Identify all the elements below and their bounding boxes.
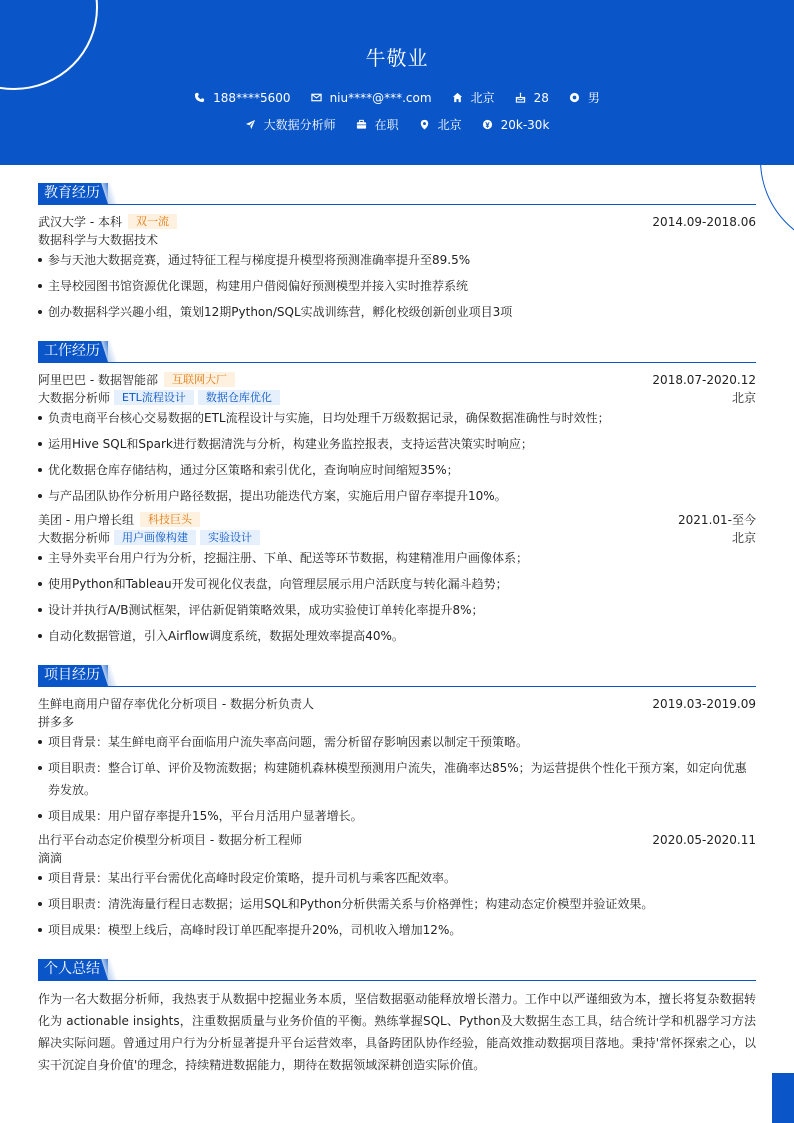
list-item: 项目成果：用户留存率提升15%，平台月活用户显著增长。 xyxy=(38,805,756,827)
skill-tag: ETL流程设计 xyxy=(114,390,194,405)
project-date: 2019.03-2019.09 xyxy=(652,697,756,711)
list-item: 主导外卖平台用户行为分析，挖掘注册、下单、配送等环节数据，构建精准用户画像体系； xyxy=(38,547,756,569)
skill-tag: 数据仓库优化 xyxy=(198,390,280,405)
list-item: 使用Python和Tableau开发可视化仪表盘，向管理层展示用户活跃度与转化漏斗趋势； xyxy=(38,573,756,595)
section-title-text: 工作经历 xyxy=(38,341,108,362)
project-org: 滴滴 xyxy=(38,851,63,865)
company-tag: 科技巨头 xyxy=(140,512,200,527)
list-item: 自动化数据管道，引入Airflow调度系统，数据处理效率提高40%。 xyxy=(38,625,756,647)
job-intent-row xyxy=(0,116,794,133)
summary-text: 作为一名大数据分析师，我热衷于从数据中挖掘业务本质，坚信数据驱动能释放增长潜力。工作中以严谨细致为本，擅长将复杂数据转化为 actionable insights，注重数据质量与业务价值的平衡。熟练掌握SQL、Python及大数据生态工具，结合统计学和机器学习方法解决实际问题。曾通过用户行为分析显著提升平台运营效率，具备跨团队协作经验，能高效推动数据项目落地。秉持'常怀探索之心，以实干沉淀自身价值'的理念，持续精进数据能力，期待在数据领域深耕创造实际价值。 xyxy=(38,992,756,1072)
list-item: 与产品团队协作分析用户路径数据，提出功能迭代方案，实施后用户留存率提升10%。 xyxy=(38,485,756,507)
project-header xyxy=(38,832,756,848)
job-role: 大数据分析师 xyxy=(38,391,111,405)
job-role-row xyxy=(38,530,756,546)
gender-icon xyxy=(569,92,580,103)
cake-icon xyxy=(515,92,526,103)
section-summary xyxy=(38,959,756,981)
info-gender xyxy=(569,89,600,106)
list-item: 设计并执行A/B测试框架，评估新促销策略效果，成功实验使订单转化率提升8%； xyxy=(38,599,756,621)
section-title-text: 个人总结 xyxy=(38,959,108,980)
phone-text: 188****5600 xyxy=(213,90,291,105)
company-tag: 互联网大厂 xyxy=(164,372,235,387)
location-icon xyxy=(419,119,430,130)
info-phone xyxy=(194,91,290,105)
info-status xyxy=(356,116,399,133)
gender-text: 男 xyxy=(587,91,600,105)
candidate-name: 牛敬业 xyxy=(365,46,429,70)
project-name: 出行平台动态定价模型分析项目 - 数据分析工程师 xyxy=(38,833,302,847)
list-item: 运用Hive SQL和Spark进行数据清洗与分析，构建业务监控报表，支持运营决策实时响应； xyxy=(38,433,756,455)
company-name: 美团 - 用户增长组 xyxy=(38,513,134,527)
education-header xyxy=(38,214,756,230)
job-header xyxy=(38,372,756,388)
education-date: 2014.09-2018.06 xyxy=(652,215,756,229)
section-education xyxy=(38,183,756,205)
job-date: 2021.01-至今 xyxy=(678,513,756,527)
decorative-corner-block xyxy=(772,1073,794,1123)
salary-text: 20k-30k xyxy=(500,117,550,132)
email-text: niu****@***.com xyxy=(329,90,432,105)
project-header xyxy=(38,696,756,712)
list-item: 创办数据科学兴趣小组，策划12期Python/SQL实战训练营，孵化校级创新创业项目3项 xyxy=(38,301,756,323)
list-item: 项目背景：某出行平台需优化高峰时段定价策略，提升司机与乘客匹配效率。 xyxy=(38,867,756,889)
job-role: 大数据分析师 xyxy=(38,531,111,545)
send-icon xyxy=(245,119,256,130)
list-item: 参与天池大数据竞赛，通过特征工程与梯度提升模型将预测准确率提升至89.5% xyxy=(38,249,756,271)
list-item: 优化数据仓库存储结构，通过分区策略和索引优化，查询响应时间缩短35%； xyxy=(38,459,756,481)
home-icon xyxy=(452,92,463,103)
education-major: 数据科学与大数据技术 xyxy=(38,233,159,247)
target-city-text: 北京 xyxy=(437,118,462,132)
briefcase-icon xyxy=(356,119,367,130)
section-projects xyxy=(38,665,756,687)
job-location: 北京 xyxy=(731,531,756,545)
money-icon xyxy=(482,119,493,130)
company-name: 阿里巴巴 - 数据智能部 xyxy=(38,373,158,387)
list-item: 项目背景：某生鲜电商平台面临用户流失率高问题，需分析留存影响因素以制定干预策略。 xyxy=(38,731,756,753)
list-item: 主导校园图书馆资源优化课题，构建用户借阅偏好预测模型并接入实时推荐系统 xyxy=(38,275,756,297)
status-text: 在职 xyxy=(374,118,399,132)
mail-icon xyxy=(311,92,322,103)
info-age xyxy=(515,91,549,105)
info-email xyxy=(311,91,432,105)
list-item: 项目职责：整合订单、评价及物流数据；构建随机森林模型预测用户流失，准确率达85%；为运营提供个性化干预方案，如定向优惠券发放。 xyxy=(38,757,756,801)
info-position xyxy=(245,116,336,133)
skill-tag: 用户画像构建 xyxy=(114,530,196,545)
section-title-text: 项目经历 xyxy=(38,665,108,686)
contact-row xyxy=(0,89,794,106)
job-location: 北京 xyxy=(731,391,756,405)
phone-icon xyxy=(194,92,205,103)
list-item: 负责电商平台核心交易数据的ETL流程设计与实施，日均处理千万级数据记录，确保数据准确性与时效性； xyxy=(38,407,756,429)
list-item: 项目职责：清洗海量行程日志数据；运用SQL和Python分析供需关系与价格弹性；构建动态定价模型并验证效果。 xyxy=(38,893,756,915)
list-item: 项目成果：模型上线后，高峰时段订单匹配率提升20%，司机收入增加12%。 xyxy=(38,919,756,941)
job-role-row xyxy=(38,390,756,406)
info-target-city xyxy=(419,116,462,133)
school-name: 武汉大学 - 本科 xyxy=(38,215,122,229)
section-title-text: 教育经历 xyxy=(38,183,108,204)
age-text: 28 xyxy=(533,90,549,105)
section-work xyxy=(38,341,756,363)
project-date: 2020.05-2020.11 xyxy=(652,833,756,847)
school-tag: 双一流 xyxy=(128,214,177,229)
info-city xyxy=(452,89,495,106)
info-salary xyxy=(482,118,550,132)
skill-tag: 实验设计 xyxy=(200,530,260,545)
job-date: 2018.07-2020.12 xyxy=(652,373,756,387)
job-header xyxy=(38,512,756,528)
project-org: 拼多多 xyxy=(38,715,75,729)
project-name: 生鲜电商用户留存率优化分析项目 - 数据分析负责人 xyxy=(38,697,314,711)
position-text: 大数据分析师 xyxy=(263,118,336,132)
resume-header xyxy=(0,0,794,165)
city-text: 北京 xyxy=(470,91,495,105)
